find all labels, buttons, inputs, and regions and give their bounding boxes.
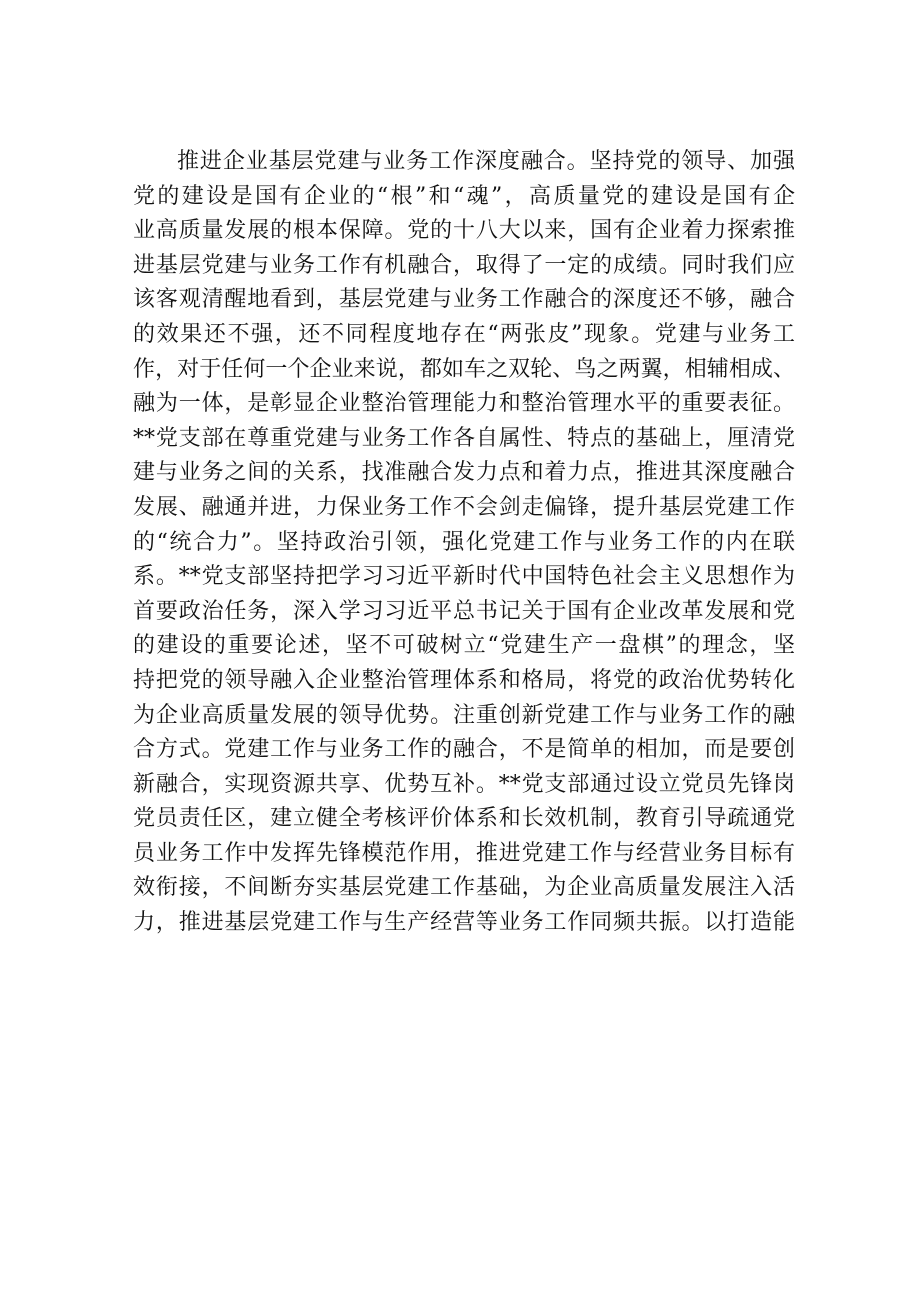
text-line: 系。**党支部坚持把学习习近平新时代中国特色社会主义思想作为 [133,564,795,590]
text-line: 力，推进基层党建工作与生产经营等业务工作同频共振。以打造能 [133,910,795,936]
text-line: 合方式。党建工作与业务工作的融合，不是简单的相加，而是要创 [133,737,795,763]
text-line: 新融合，实现资源共享、优势互补。**党支部通过设立党员先锋岗 [133,771,795,797]
text-line: 效衔接，不间断夯实基层党建工作基础，为企业高质量发展注入活 [133,875,795,901]
body-paragraph [133,145,795,941]
text-line: 的建设的重要论述，坚不可破树立“党建生产一盘棋”的理念，坚 [133,633,795,659]
text-line: 该客观清醒地看到，基层党建与业务工作融合的深度还不够，融合 [133,287,795,313]
text-line: 进基层党建与业务工作有机融合，取得了一定的成绩。同时我们应 [133,252,795,278]
text-line: 业高质量发展的根本保障。党的十八大以来，国有企业着力探索推 [133,218,795,244]
text-line: 的“统合力”。坚持政治引领，强化党建工作与业务工作的内在联 [133,529,795,555]
text-line: 党员责任区，建立健全考核评价体系和长效机制，教育引导疏通党 [133,806,795,832]
text-line: 首要政治任务，深入学习习近平总书记关于国有企业改革发展和党 [133,598,795,624]
text-line: 员业务工作中发挥先锋模范作用，推进党建工作与经营业务目标有 [133,840,795,866]
text-line: 的效果还不强，还不同程度地存在“两张皮”现象。党建与业务工 [133,321,795,347]
text-line: 推进企业基层党建与业务工作深度融合。坚持党的领导、加强 [177,149,795,174]
text-line: 建与业务之间的关系，找准融合发力点和着力点，推进其深度融合 [133,460,795,486]
text-line: 融为一体，是彰显企业整治管理能力和整治管理水平的重要表征。 [133,391,795,417]
text-line: 持把党的领导融入企业整治管理体系和格局，将党的政治优势转化 [133,667,795,693]
text-line: 为企业高质量发展的领导优势。注重创新党建工作与业务工作的融 [133,702,795,728]
text-line: 党的建设是国有企业的“根”和“魂”，高质量党的建设是国有企 [133,183,795,209]
text-line: 作，对于任何一个企业来说，都如车之双轮、鸟之两翼，相辅相成、 [133,356,795,382]
text-line: **党支部在尊重党建与业务工作各自属性、特点的基础上，厘清党 [133,425,795,451]
text-line: 发展、融通并进，力保业务工作不会剑走偏锋，提升基层党建工作 [133,494,795,520]
